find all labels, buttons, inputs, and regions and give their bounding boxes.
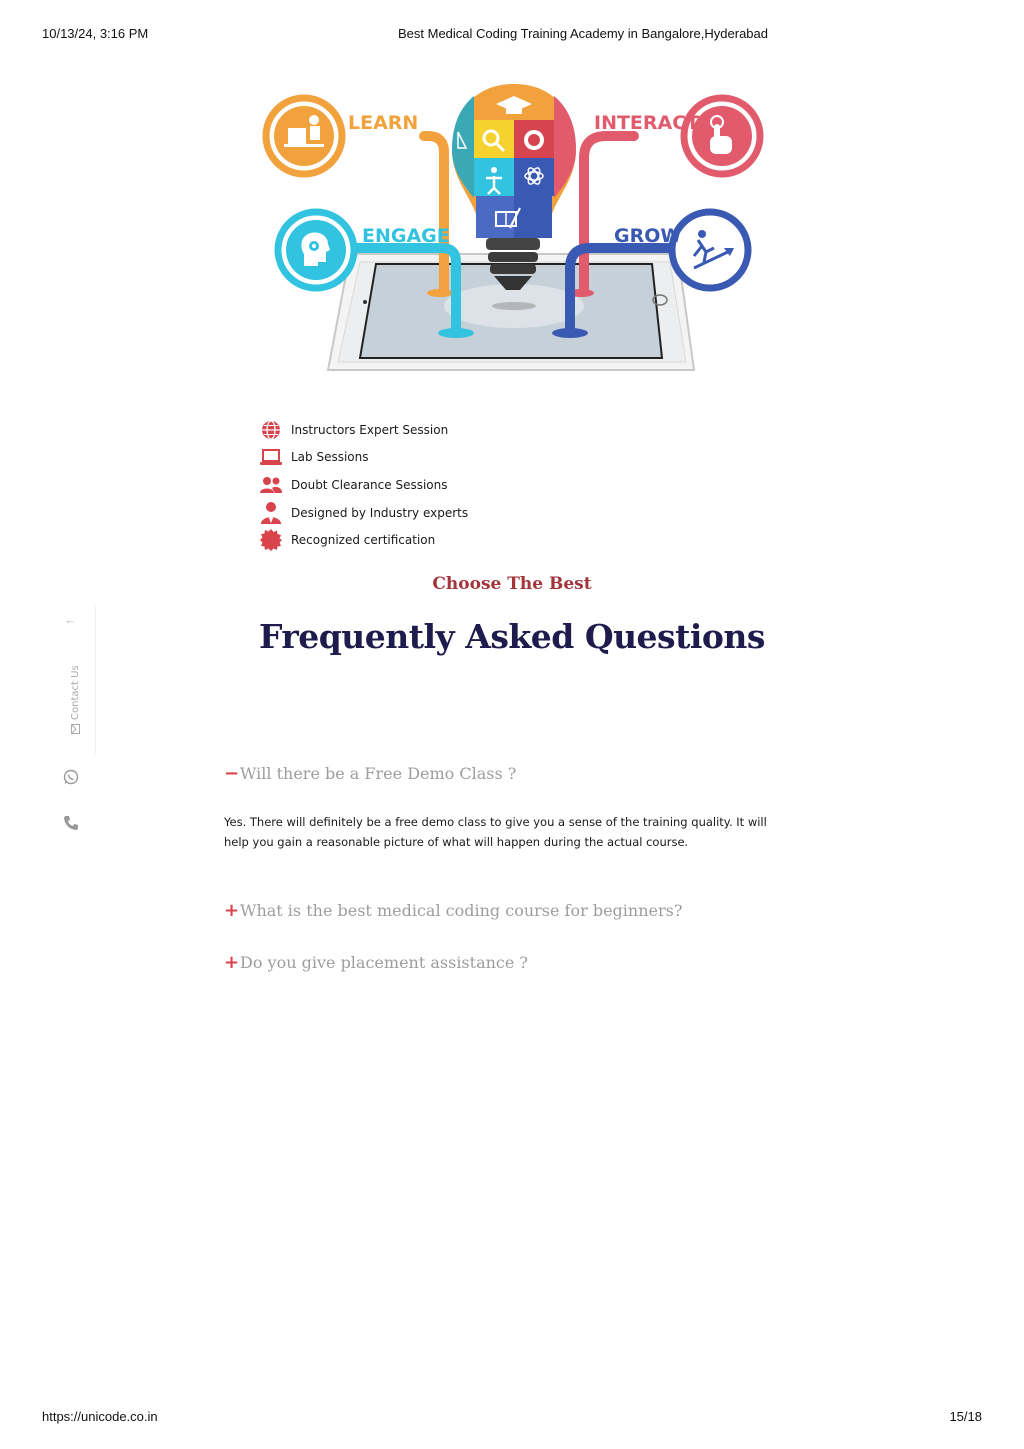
globe-icon [260,419,282,441]
engage-label: ENGAGE [362,225,450,247]
lightbulb-tablet-illustration [258,78,768,380]
faq-question: Do you give placement assistance ? [240,953,529,972]
interact-label: INTERACT [594,112,700,134]
feature-label: Doubt Clearance Sessions [291,477,448,492]
contact-us-label: Contact Us [70,665,81,720]
mail-icon [71,724,80,734]
faq-question: Will there be a Free Demo Class ? [240,764,517,783]
expand-icon: + [224,952,240,973]
feature-label: Designed by Industry experts [291,505,469,520]
bulb-puzzle [452,84,576,238]
print-url: https://unicode.co.in [42,1409,158,1424]
users-icon [260,474,282,496]
print-footer [0,1409,1024,1425]
feature-label: Instructors Expert Session [291,422,449,437]
phone-icon[interactable] [63,815,79,831]
feature-label: Lab Sessions [291,450,369,465]
faq-item-3 [224,952,824,973]
laptop-icon [260,446,282,468]
side-contact-rail [52,606,96,754]
feature-item [260,444,580,472]
print-header [0,26,1024,42]
faq-question: What is the best medical coding course for beginners? [240,901,683,920]
faq-answer: Yes. There will definitely be a free demo class to give you a sense of the training quality. It will help you gain a reasonable picture of what will happen during the actual course. [224,815,767,849]
arrow-left-icon[interactable]: ← [64,612,77,627]
features-list [260,416,580,554]
faq-question-toggle[interactable] [224,952,824,973]
feature-label: Recognized certification [291,533,436,548]
certificate-icon [260,529,282,551]
faq-question-toggle[interactable] [224,763,824,784]
expand-icon: + [224,900,240,921]
collapse-icon: − [224,763,240,784]
section-kicker: Choose The Best [432,574,592,594]
faq-item-1 [224,763,824,852]
print-page-title: Best Medical Coding Training Academy in Bangalore,Hyderabad [398,26,768,41]
user-tie-icon [260,502,282,524]
page-title: Frequently Asked Questions [258,617,765,656]
feature-item [260,499,580,527]
print-page-number: 15/18 [949,1409,982,1424]
faq-item-2 [224,900,824,921]
feature-item [260,526,580,554]
hero-illustration [258,78,768,380]
feature-item [260,471,580,499]
contact-us-link[interactable] [70,665,81,734]
learn-badge [266,98,418,174]
print-date: 10/13/24, 3:16 PM [42,26,149,41]
faq-question-toggle[interactable] [224,900,824,921]
grow-label: GROW [614,225,682,247]
feature-item [260,416,580,444]
whatsapp-icon[interactable] [63,769,79,785]
learn-label: LEARN [348,112,419,134]
